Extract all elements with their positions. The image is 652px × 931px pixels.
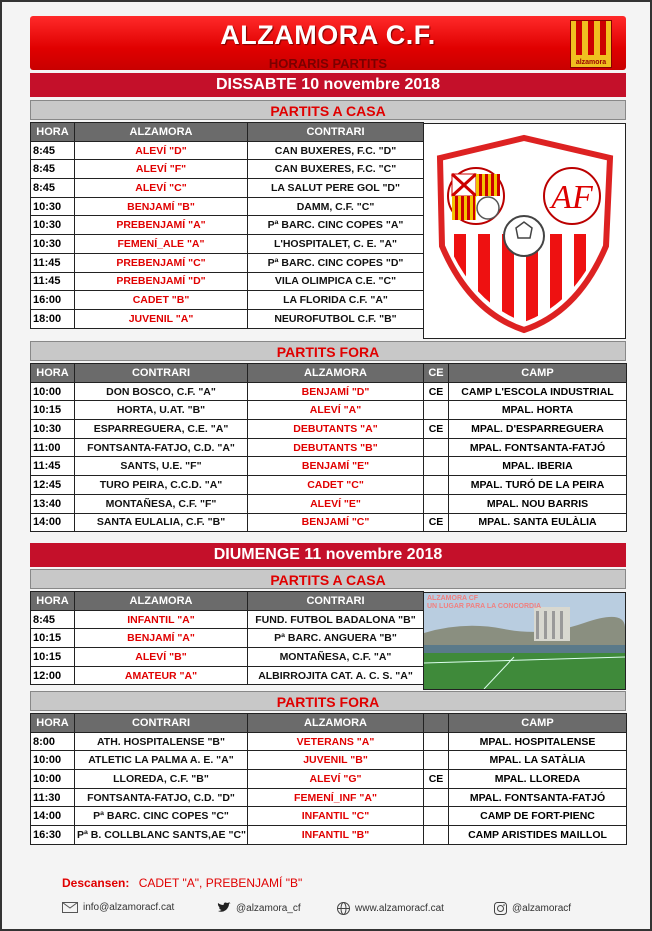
- col-contrari: CONTRARI: [248, 592, 424, 611]
- col-hora: HORA: [31, 123, 75, 142]
- cell-alzamora: ALEVÍ "C": [75, 179, 248, 198]
- table-row: [31, 476, 627, 495]
- cell-alzamora: ALEVÍ "G": [248, 770, 424, 789]
- cell-contrari: LA FLORIDA C.F. "A": [248, 291, 424, 310]
- cell-hora: 16:00: [31, 291, 75, 310]
- table-row: [31, 272, 424, 291]
- table-row: [31, 291, 424, 310]
- cell-contrari: CAN BUXERES, F.C. "C": [248, 160, 424, 179]
- stadium-photo: [423, 592, 626, 690]
- table-row: [31, 309, 424, 328]
- table-row: [31, 401, 627, 420]
- cell-hora: 8:45: [31, 179, 75, 198]
- day1-away-section: PARTITS FORA: [30, 341, 626, 361]
- col-camp: CAMP: [449, 364, 627, 383]
- cell-hora: 18:00: [31, 309, 75, 328]
- day1-away-table: [30, 363, 627, 532]
- cell-contrari: VILA OLIMPICA C.E. "C": [248, 272, 424, 291]
- club-logo: [570, 20, 612, 68]
- table-row: [31, 666, 424, 685]
- cell-contrari: SANTS, U.E. "F": [75, 457, 248, 476]
- cell-contrari: L'HOSPITALET, C. E. "A": [248, 235, 424, 254]
- cell-contrari: LLOREDA, C.F. "B": [75, 770, 248, 789]
- table-row: [31, 253, 424, 272]
- club-title: ALZAMORA C.F.: [220, 20, 436, 50]
- cell-contrari: FONTSANTA-FATJO, C.D. "A": [75, 438, 248, 457]
- cell-hora: 8:45: [31, 160, 75, 179]
- cell-hora: 11:30: [31, 788, 75, 807]
- cell-camp: CAMP L'ESCOLA INDUSTRIAL: [449, 382, 627, 401]
- cell-contrari: ATH. HOSPITALENSE "B": [75, 732, 248, 751]
- cell-alzamora: INFANTIL "A": [75, 610, 248, 629]
- cell-alzamora: INFANTIL "B": [248, 826, 424, 845]
- cell-contrari: MONTAÑESA, C.F. "F": [75, 494, 248, 513]
- footer-twitter[interactable]: [217, 902, 301, 914]
- cell-camp: MPAL. HOSPITALENSE: [449, 732, 627, 751]
- cell-camp: MPAL. SANTA EULÀLIA: [449, 513, 627, 532]
- table-row: [31, 197, 424, 216]
- cell-hora: 10:30: [31, 197, 75, 216]
- cell-alzamora: INFANTIL "C": [248, 807, 424, 826]
- cell-hora: 12:45: [31, 476, 75, 495]
- table-row: [31, 732, 627, 751]
- footer-instagram[interactable]: [494, 902, 571, 915]
- cell-alzamora: CADET "B": [75, 291, 248, 310]
- resting-value: CADET "A", PREBENJAMÍ "B": [138, 876, 303, 890]
- cell-hora: 12:00: [31, 666, 75, 685]
- day2-home-table: [30, 591, 424, 685]
- resting-teams: [62, 876, 302, 890]
- cell-contrari: FONTSANTA-FATJO, C.D. "D": [75, 788, 248, 807]
- cell-alzamora: VETERANS "A": [248, 732, 424, 751]
- cell-ce: [424, 494, 449, 513]
- twitter-icon: [217, 902, 231, 914]
- cell-contrari: Pª BARC. CINC COPES "A": [248, 216, 424, 235]
- table-row: [31, 610, 424, 629]
- cell-camp: MPAL. IBERIA: [449, 457, 627, 476]
- cell-ce: [424, 457, 449, 476]
- day1-home-section: PARTITS A CASA: [30, 100, 626, 120]
- cell-contrari: ATLETIC LA PALMA A. E. "A": [75, 751, 248, 770]
- footer-twitter-text: @alzamora_cf: [236, 902, 301, 914]
- table-row: [31, 751, 627, 770]
- col-hora: HORA: [31, 714, 75, 733]
- col-hora: HORA: [31, 592, 75, 611]
- cell-contrari: MONTAÑESA, C.F. "A": [248, 648, 424, 667]
- table-row: [31, 513, 627, 532]
- cell-camp: CAMP DE FORT-PIENC: [449, 807, 627, 826]
- col-contrari: CONTRARI: [75, 714, 248, 733]
- cell-hora: 14:00: [31, 513, 75, 532]
- day1-home-table: [30, 122, 424, 329]
- cell-contrari: NEUROFUTBOL C.F. "B": [248, 309, 424, 328]
- table-row: [31, 788, 627, 807]
- table-row: [31, 457, 627, 476]
- cell-hora: 10:30: [31, 235, 75, 254]
- cell-hora: 11:00: [31, 438, 75, 457]
- cell-hora: 14:00: [31, 807, 75, 826]
- cell-hora: 8:45: [31, 141, 75, 160]
- contact-footer: [62, 902, 602, 918]
- club-header: [30, 16, 626, 70]
- cell-ce: [424, 401, 449, 420]
- cell-camp: MPAL. NOU BARRIS: [449, 494, 627, 513]
- footer-email-text: info@alzamoracf.cat: [83, 902, 175, 913]
- cell-ce: [424, 438, 449, 457]
- cell-camp: CAMP ARISTIDES MAILLOL: [449, 826, 627, 845]
- table-row: [31, 494, 627, 513]
- cell-hora: 10:15: [31, 401, 75, 420]
- day2-away-table: [30, 713, 627, 845]
- col-alzamora: ALZAMORA: [75, 123, 248, 142]
- instagram-icon: [494, 902, 507, 915]
- cell-alzamora: BENJAMÍ "E": [248, 457, 424, 476]
- cell-contrari: HORTA, U.AT. "B": [75, 401, 248, 420]
- footer-web-text: www.alzamoracf.cat: [355, 903, 444, 914]
- day2-away-section: PARTITS FORA: [30, 691, 626, 711]
- cell-alzamora: JUVENIL "A": [75, 309, 248, 328]
- col-hora: HORA: [31, 364, 75, 383]
- table-row: [31, 141, 424, 160]
- resting-label: Descansen:: [62, 876, 130, 890]
- cell-hora: 16:30: [31, 826, 75, 845]
- table-row: [31, 420, 627, 439]
- table-row: [31, 235, 424, 254]
- cell-ce: CE: [424, 382, 449, 401]
- cell-ce: [424, 732, 449, 751]
- cell-ce: [424, 751, 449, 770]
- cell-camp: MPAL. TURÓ DE LA PEIRA: [449, 476, 627, 495]
- cell-alzamora: ALEVÍ "F": [75, 160, 248, 179]
- col-alzamora: ALZAMORA: [248, 364, 424, 383]
- cell-alzamora: BENJAMÍ "B": [75, 197, 248, 216]
- cell-hora: 8:45: [31, 610, 75, 629]
- cell-contrari: Pª BARC. CINC COPES "C": [75, 807, 248, 826]
- cell-hora: 10:15: [31, 629, 75, 648]
- table-row: [31, 826, 627, 845]
- cell-contrari: DON BOSCO, C.F. "A": [75, 382, 248, 401]
- cell-camp: MPAL. LLOREDA: [449, 770, 627, 789]
- club-crest-icon: [424, 124, 625, 338]
- photo-caption-2: UN LUGAR PARA LA CONCORDIA: [427, 603, 542, 610]
- day1-bar: DISSABTE 10 novembre 2018: [30, 73, 626, 97]
- cell-camp: MPAL. FONTSANTA-FATJÓ: [449, 438, 627, 457]
- cell-hora: 11:45: [31, 457, 75, 476]
- col-contrari: CONTRARI: [248, 123, 424, 142]
- day2-home-section: PARTITS A CASA: [30, 569, 626, 589]
- cell-hora: 10:15: [31, 648, 75, 667]
- day2-bar: DIUMENGE 11 novembre 2018: [30, 543, 626, 567]
- cell-hora: 13:40: [31, 494, 75, 513]
- col-alzamora: ALZAMORA: [248, 714, 424, 733]
- col-ce: [424, 714, 449, 733]
- cell-alzamora: ALEVÍ "D": [75, 141, 248, 160]
- cell-hora: 10:00: [31, 770, 75, 789]
- cell-camp: MPAL. LA SATÀLIA: [449, 751, 627, 770]
- cell-contrari: ESPARREGUERA, C.E. "A": [75, 420, 248, 439]
- cell-ce: CE: [424, 420, 449, 439]
- cell-hora: 10:00: [31, 751, 75, 770]
- cell-contrari: Pª BARC. ANGUERA "B": [248, 629, 424, 648]
- table-row: [31, 770, 627, 789]
- club-crest-box: [423, 123, 626, 339]
- cell-alzamora: PREBENJAMÍ "D": [75, 272, 248, 291]
- cell-alzamora: PREBENJAMÍ "A": [75, 216, 248, 235]
- club-logo-text: alzamora: [575, 59, 607, 66]
- cell-hora: 8:00: [31, 732, 75, 751]
- cell-hora: 10:30: [31, 216, 75, 235]
- cell-alzamora: JUVENIL "B": [248, 751, 424, 770]
- col-alzamora: ALZAMORA: [75, 592, 248, 611]
- cell-hora: 11:45: [31, 272, 75, 291]
- cell-hora: 10:30: [31, 420, 75, 439]
- cell-ce: CE: [424, 513, 449, 532]
- globe-icon: [337, 902, 350, 915]
- table-row: [31, 629, 424, 648]
- cell-camp: MPAL. FONTSANTA-FATJÓ: [449, 788, 627, 807]
- cell-hora: 10:00: [31, 382, 75, 401]
- col-ce: CE: [424, 364, 449, 383]
- cell-ce: CE: [424, 770, 449, 789]
- table-row: [31, 438, 627, 457]
- cell-alzamora: ALEVÍ "B": [75, 648, 248, 667]
- schedule-subtitle: HORARIS PARTITS: [268, 56, 388, 70]
- footer-web[interactable]: [337, 902, 444, 915]
- cell-alzamora: BENJAMÍ "D": [248, 382, 424, 401]
- cell-contrari: Pª BARC. CINC COPES "D": [248, 253, 424, 272]
- cell-contrari: Pª B. COLLBLANC SANTS,AE "C": [75, 826, 248, 845]
- cell-ce: [424, 807, 449, 826]
- cell-contrari: LA SALUT PERE GOL "D": [248, 179, 424, 198]
- cell-contrari: TURO PEIRA, C.C.D. "A": [75, 476, 248, 495]
- col-contrari: CONTRARI: [75, 364, 248, 383]
- cell-alzamora: ALEVÍ "E": [248, 494, 424, 513]
- cell-contrari: CAN BUXERES, F.C. "D": [248, 141, 424, 160]
- cell-alzamora: FEMENÍ_ALE "A": [75, 235, 248, 254]
- cell-contrari: FUND. FUTBOL BADALONA "B": [248, 610, 424, 629]
- cell-contrari: DAMM, C.F. "C": [248, 197, 424, 216]
- cell-ce: [424, 826, 449, 845]
- cell-ce: [424, 788, 449, 807]
- cell-alzamora: CADET "C": [248, 476, 424, 495]
- cell-alzamora: AMATEUR "A": [75, 666, 248, 685]
- cell-ce: [424, 476, 449, 495]
- cell-alzamora: BENJAMÍ "A": [75, 629, 248, 648]
- table-row: [31, 179, 424, 198]
- col-camp: CAMP: [449, 714, 627, 733]
- cell-camp: MPAL. HORTA: [449, 401, 627, 420]
- table-row: [31, 807, 627, 826]
- cell-contrari: SANTA EULALIA, C.F. "B": [75, 513, 248, 532]
- footer-instagram-text: @alzamoracf: [512, 903, 572, 914]
- table-row: [31, 216, 424, 235]
- cell-alzamora: FEMENÍ_INF "A": [248, 788, 424, 807]
- svg-text:AF: AF: [551, 179, 593, 216]
- table-row: [31, 382, 627, 401]
- cell-alzamora: ALEVÍ "A": [248, 401, 424, 420]
- cell-hora: 11:45: [31, 253, 75, 272]
- cell-alzamora: DEBUTANTS "A": [248, 420, 424, 439]
- footer-email[interactable]: [62, 902, 174, 913]
- cell-alzamora: BENJAMÍ "C": [248, 513, 424, 532]
- mail-icon: [62, 902, 78, 913]
- table-row: [31, 648, 424, 667]
- table-row: [31, 160, 424, 179]
- cell-alzamora: DEBUTANTS "B": [248, 438, 424, 457]
- cell-alzamora: PREBENJAMÍ "C": [75, 253, 248, 272]
- cell-camp: MPAL. D'ESPARREGUERA: [449, 420, 627, 439]
- photo-caption-1: ALZAMORA CF: [427, 595, 479, 602]
- cell-contrari: ALBIRROJITA CAT. A. C. S. "A": [248, 666, 424, 685]
